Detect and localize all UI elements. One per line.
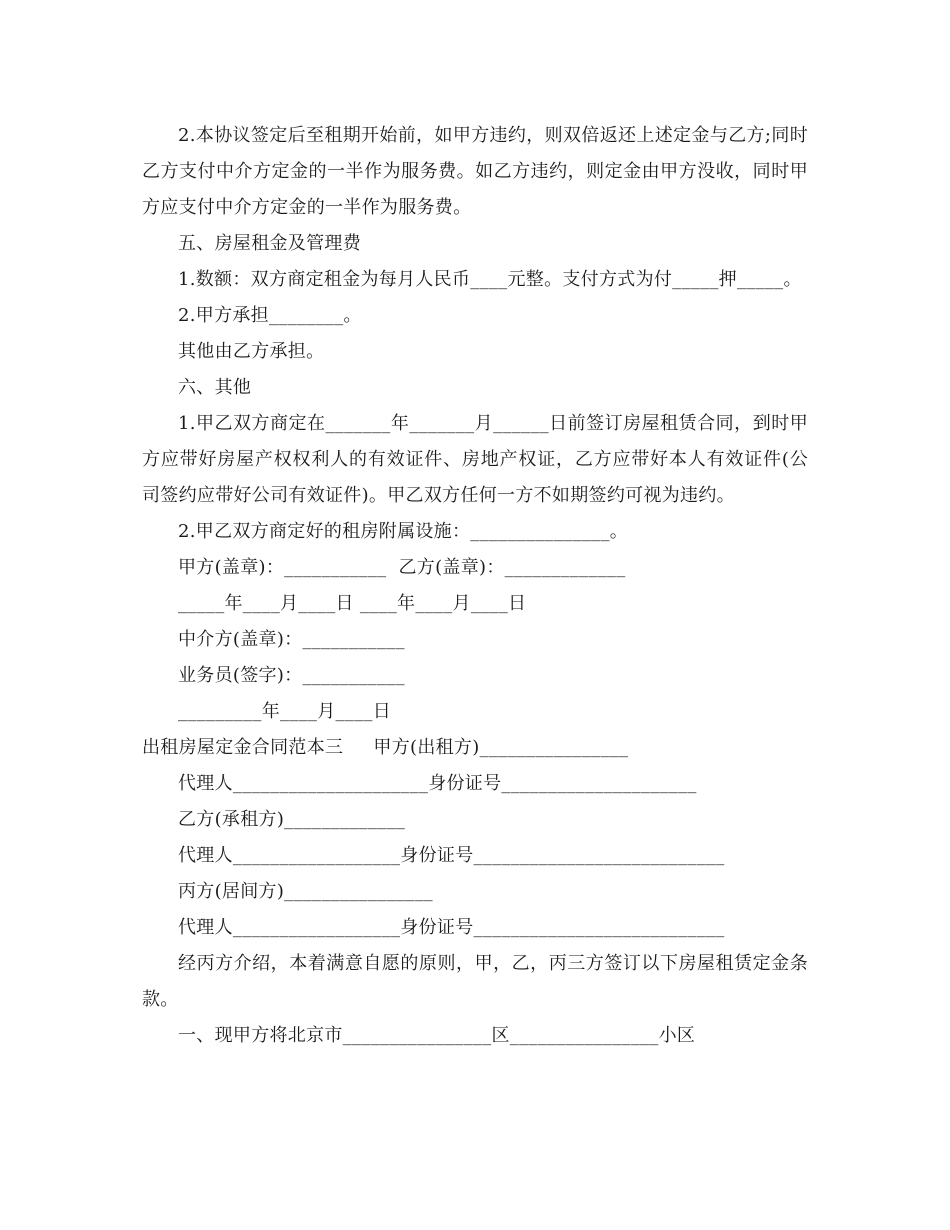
paragraph-deposit-breach: 2.本协议签定后至租期开始前，如甲方违约，则双倍返还上述定金与乙方;同时乙方支付中介方定金的一半作为服务费。如乙方违约，则定金由甲方没收，同时甲方应支付中介方定金的一半作为服务费。 [142,125,808,218]
document-body [142,118,808,1054]
paragraph-facilities: 2.甲乙双方商定好的租房附属设施：_______________。 [178,521,629,542]
heading-other: 六、其他 [178,377,252,398]
party-c-representative: 代理人__________________身份证号___________________________ [178,917,725,938]
party-a-representative: 代理人_____________________身份证号_____________________ [178,773,697,794]
party-b-line: 乙方(承租方)_____________ [178,809,406,830]
signature-agent: 中介方(盖章)：___________ [178,629,405,650]
party-b-representative: 代理人__________________身份证号___________________________ [178,845,725,866]
paragraph-party-b-bears: 其他由乙方承担。 [178,341,325,362]
paragraph-party-a-bears: 2.甲方承担________。 [178,305,362,326]
party-c-line: 丙方(居间方)________________ [178,881,433,902]
clause-one-location: 一、现甲方将北京市________________区________________小区 [178,1025,696,1046]
heading-rent-and-fees: 五、房屋租金及管理费 [178,233,361,254]
signature-salesperson: 业务员(签字)：___________ [178,665,405,686]
signature-party-a-b: 甲方(盖章)：___________ 乙方(盖章)：_____________ [178,557,626,578]
paragraph-introduction: 经丙方介绍，本着满意自愿的原则，甲，乙，丙三方签订以下房屋租赁定金条款。 [142,953,808,1010]
paragraph-rent-amount: 1.数额：双方商定租金为每月人民币____元整。支付方式为付_____押_____。 [178,269,802,290]
signature-dates: _____年____月____日 ____年____月____日 [178,593,527,614]
template-three-title: 出租房屋定金合同范本三 甲方(出租方)________________ [142,737,629,758]
paragraph-signing-date: 1.甲乙双方商定在_______年_______月______日前签订房屋租赁合同，到时甲方应带好房屋产权权利人的有效证件、房地产权证，乙方应带好本人有效证件(公司签约应带好公司有效证件)。甲乙双方任何一方不如期签约可视为违约。 [142,413,808,506]
signature-agent-date: _________年____月____日 [178,701,391,722]
